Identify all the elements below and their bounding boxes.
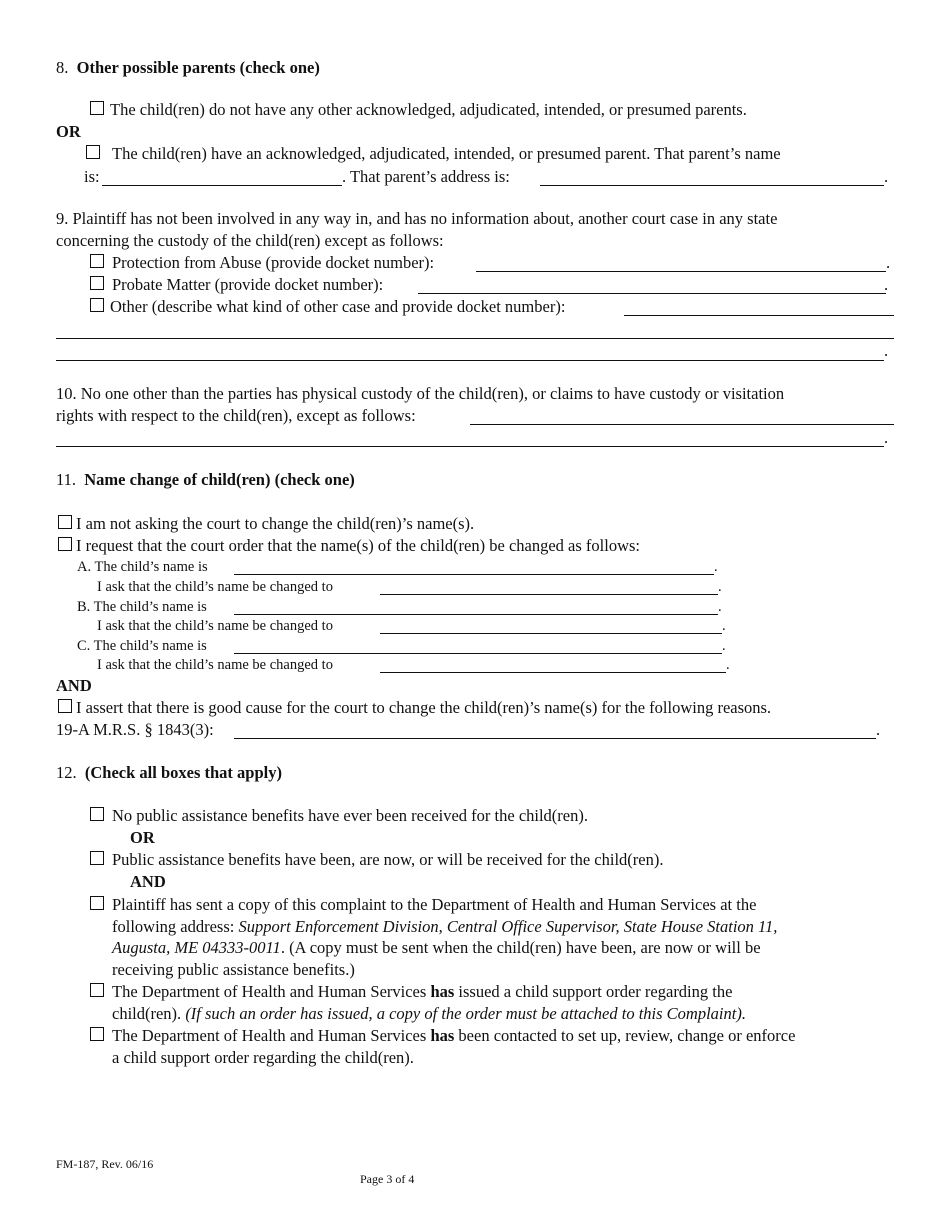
custody-claims-field-2[interactable]: [56, 446, 884, 447]
page-number: Page 3 of 4: [360, 1172, 415, 1186]
other-case-field-2[interactable]: [56, 338, 894, 339]
child-c-new-name-field[interactable]: [380, 672, 726, 673]
section-12-heading: 12. (Check all boxes that apply): [56, 763, 282, 782]
checkbox[interactable]: [58, 515, 72, 529]
period: .: [884, 428, 889, 447]
or-label: OR: [130, 828, 155, 847]
form-number: FM-187, Rev. 06/16: [56, 1157, 154, 1171]
checkbox[interactable]: [90, 298, 104, 312]
child-b-new-name-field[interactable]: [380, 633, 722, 634]
s8-address-label: . That parent’s address is:: [342, 167, 510, 186]
checkbox[interactable]: [58, 699, 72, 713]
s9-probate-label: Probate Matter (provide docket number):: [112, 275, 384, 294]
s9-other-label: Other (describe what kind of other case and provide docket number):: [110, 297, 566, 316]
s8-is-label: is:: [84, 167, 100, 186]
s10-line-1: 10. No one other than the parties has physical custody of the child(ren), or claims to have custody or visitation: [56, 384, 785, 403]
section-8-heading: 8. Other possible parents (check one): [56, 58, 320, 77]
s12-option-2: Public assistance benefits have been, are now, or will be received for the child(ren).: [112, 850, 664, 869]
s12-option-5-line-1: The Department of Health and Human Services has been contacted to set up, review, change or enforce: [112, 1026, 796, 1045]
checkbox[interactable]: [90, 983, 104, 997]
s11-assert: I assert that there is good cause for the court to change the child(ren)’s name(s) for the following reasons.: [76, 698, 772, 717]
s12-option-3-line-2: following address: Support Enforcement Division, Central Office Supervisor, State House Station 11,: [112, 917, 778, 936]
s12-option-4-line-2: child(ren). (If such an order has issued, a copy of the order must be attached to this Complaint).: [112, 1004, 746, 1023]
s9-line-1: 9. Plaintiff has not been involved in any way in, and has no information about, another court case in any state: [56, 209, 778, 228]
s8-option-1: The child(ren) do not have any other acknowledged, adjudicated, intended, or presumed parents.: [110, 100, 747, 119]
period: .: [884, 341, 889, 360]
probate-docket-field[interactable]: [418, 293, 886, 294]
child-c-name-label: C. The child’s name is: [77, 638, 207, 654]
child-a-new-name-label: I ask that the child’s name be changed to: [97, 579, 333, 595]
period: .: [884, 167, 889, 186]
or-label: OR: [56, 122, 81, 141]
child-a-name-field[interactable]: [234, 574, 714, 575]
s12-option-5-line-2: a child support order regarding the child(ren).: [112, 1048, 414, 1067]
s8-option-2: The child(ren) have an acknowledged, adjudicated, intended, or presumed parent. That parent’s name: [112, 144, 781, 163]
child-a-new-name-field[interactable]: [380, 594, 718, 595]
s12-option-3-line-4: receiving public assistance benefits.): [112, 960, 355, 979]
child-b-new-name-label: I ask that the child’s name be changed to: [97, 618, 333, 634]
child-b-name-label: B. The child’s name is: [77, 599, 207, 615]
parent-address-field[interactable]: [540, 185, 884, 186]
checkbox[interactable]: [58, 537, 72, 551]
period: .: [718, 579, 722, 595]
period: .: [876, 720, 881, 739]
checkbox[interactable]: [90, 851, 104, 865]
period: .: [718, 599, 722, 615]
checkbox[interactable]: [90, 101, 104, 115]
s11-option-1: I am not asking the court to change the child(ren)’s name(s).: [76, 514, 475, 533]
pfa-docket-field[interactable]: [476, 271, 886, 272]
s9-pfa-label: Protection from Abuse (provide docket number):: [112, 253, 435, 272]
parent-name-field[interactable]: [102, 185, 342, 186]
child-c-new-name-label: I ask that the child’s name be changed to: [97, 657, 333, 673]
other-case-field[interactable]: [624, 315, 894, 316]
custody-claims-field[interactable]: [470, 424, 894, 425]
and-label: AND: [56, 676, 92, 695]
s10-line-2: rights with respect to the child(ren), except as follows:: [56, 406, 416, 425]
s12-option-3-line-1: Plaintiff has sent a copy of this complaint to the Department of Health and Human Services at the: [112, 895, 757, 914]
s9-line-2: concerning the custody of the child(ren) except as follows:: [56, 231, 444, 250]
checkbox[interactable]: [90, 276, 104, 290]
s12-option-3-line-3: Augusta, ME 04333-0011. (A copy must be sent when the child(ren) have been, are now or will be: [112, 938, 761, 957]
other-case-field-3[interactable]: [56, 360, 884, 361]
period: .: [886, 253, 891, 272]
checkbox[interactable]: [86, 145, 100, 159]
period: .: [722, 638, 726, 654]
period: .: [722, 618, 726, 634]
s12-option-4-line-1: The Department of Health and Human Services has issued a child support order regarding the: [112, 982, 733, 1001]
statute-label: 19-A M.R.S. § 1843(3):: [56, 720, 214, 739]
checkbox[interactable]: [90, 896, 104, 910]
child-a-name-label: A. The child’s name is: [77, 559, 208, 575]
period: .: [726, 657, 730, 673]
checkbox[interactable]: [90, 254, 104, 268]
good-cause-field[interactable]: [234, 738, 876, 739]
section-11-heading: 11. Name change of child(ren) (check one): [56, 470, 355, 489]
period: .: [884, 275, 889, 294]
period: .: [714, 559, 718, 575]
checkbox[interactable]: [90, 807, 104, 821]
checkbox[interactable]: [90, 1027, 104, 1041]
and-label: AND: [130, 872, 166, 891]
s12-option-1: No public assistance benefits have ever been received for the child(ren).: [112, 806, 588, 825]
s11-option-2: I request that the court order that the name(s) of the child(ren) be changed as follows:: [76, 536, 640, 555]
